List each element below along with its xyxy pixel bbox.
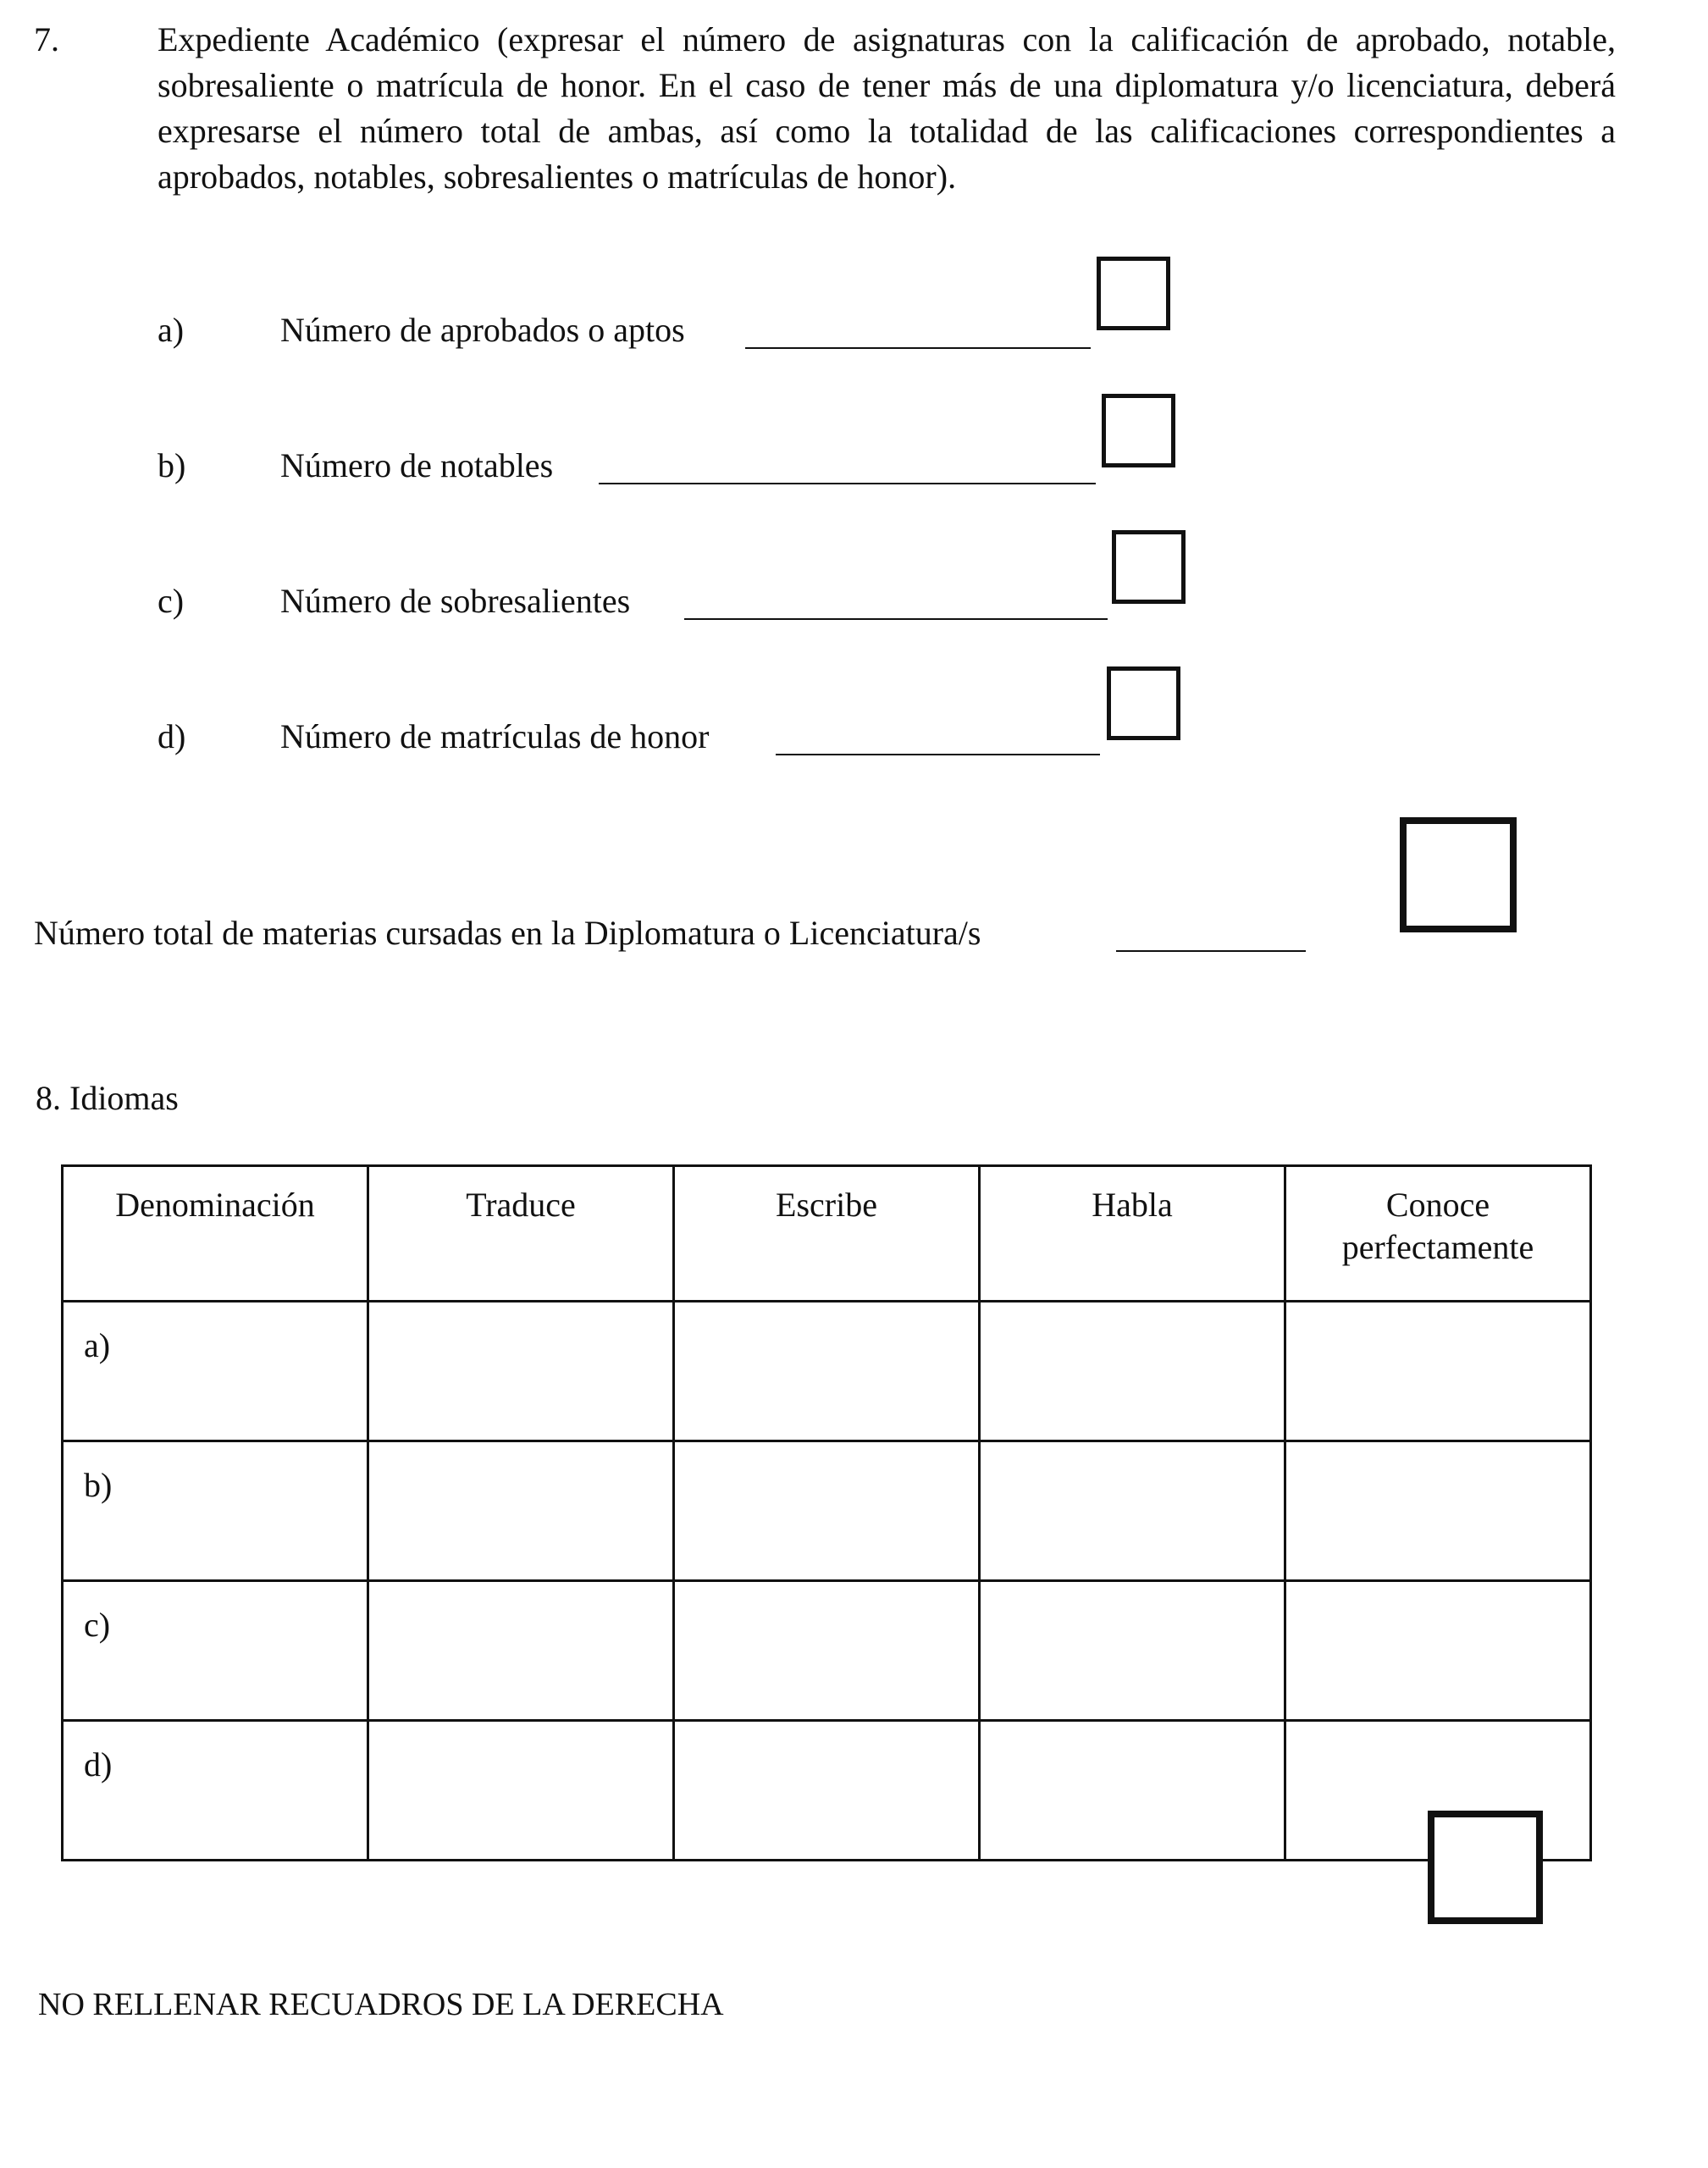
- section-8-title: 8. Idiomas: [36, 1079, 179, 1117]
- aprobados-office-box: [1097, 257, 1170, 330]
- table-cell[interactable]: [674, 1302, 980, 1441]
- notables-answer-line[interactable]: [599, 483, 1096, 484]
- table-cell[interactable]: [674, 1581, 980, 1721]
- sobresalientes-office-box: [1112, 530, 1186, 604]
- table-row: [63, 1581, 1591, 1721]
- row-label: a): [63, 1302, 368, 1441]
- table-cell[interactable]: [980, 1302, 1285, 1441]
- table-cell[interactable]: [368, 1721, 674, 1861]
- table-cell[interactable]: [980, 1581, 1285, 1721]
- row-label: b): [63, 1441, 368, 1581]
- matriculas-answer-line[interactable]: [776, 754, 1100, 755]
- table-cell[interactable]: [368, 1581, 674, 1721]
- section-7-number: 7.: [34, 20, 59, 58]
- total-office-box: [1400, 817, 1517, 932]
- notables-office-box: [1102, 394, 1175, 467]
- table-cell[interactable]: [980, 1721, 1285, 1861]
- col-habla: Habla: [980, 1166, 1285, 1302]
- row-label: d): [63, 1721, 368, 1861]
- table-cell[interactable]: [368, 1441, 674, 1581]
- aprobados-answer-line[interactable]: [745, 347, 1091, 349]
- col-denominacion: Denominación: [63, 1166, 368, 1302]
- item-letter: b): [158, 446, 186, 484]
- item-letter: d): [158, 717, 186, 755]
- col-escribe: Escribe: [674, 1166, 980, 1302]
- item-label: Número de sobresalientes: [280, 582, 631, 620]
- table-cell[interactable]: [980, 1441, 1285, 1581]
- item-label: Número de matrículas de honor: [280, 717, 710, 755]
- total-subjects-label: Número total de materias cursadas en la Diplomatura o Licenciatura/s: [34, 914, 981, 952]
- item-label: Número de notables: [280, 446, 554, 484]
- total-subjects-answer-line[interactable]: [1116, 950, 1306, 952]
- col-traduce: Traduce: [368, 1166, 674, 1302]
- table-row: [63, 1441, 1591, 1581]
- section-7-instructions: Expediente Académico (expresar el número de asignaturas con la calificación de aprobado, notable, sobresaliente o matrícula de honor. En el caso de tener más de una diplomatura y/o licenciatura, deberá expresarse el número total de ambas, así como la totalidad de las calificaciones correspondientes a aprobados, notables, sobresalientes o matrículas de honor).: [158, 20, 1616, 196]
- table-cell[interactable]: [1285, 1441, 1591, 1581]
- col-conoce-perfectamente: Conoce perfectamente: [1285, 1166, 1591, 1302]
- item-label: Número de aprobados o aptos: [280, 311, 685, 349]
- item-letter: a): [158, 311, 185, 349]
- item-letter: c): [158, 582, 185, 620]
- table-row: [63, 1302, 1591, 1441]
- table-cell[interactable]: [674, 1441, 980, 1581]
- table-header-row: [63, 1166, 1591, 1302]
- row-label: c): [63, 1581, 368, 1721]
- table-cell[interactable]: [1285, 1302, 1591, 1441]
- languages-table: [61, 1164, 1592, 1861]
- idiomas-office-box: [1428, 1811, 1543, 1924]
- matriculas-office-box: [1107, 666, 1180, 740]
- footer-notice: NO RELLENAR RECUADROS DE LA DERECHA: [38, 1987, 724, 2022]
- table-row: [63, 1721, 1591, 1861]
- sobresalientes-answer-line[interactable]: [684, 618, 1108, 620]
- table-cell[interactable]: [1285, 1581, 1591, 1721]
- table-cell[interactable]: [674, 1721, 980, 1861]
- table-cell[interactable]: [368, 1302, 674, 1441]
